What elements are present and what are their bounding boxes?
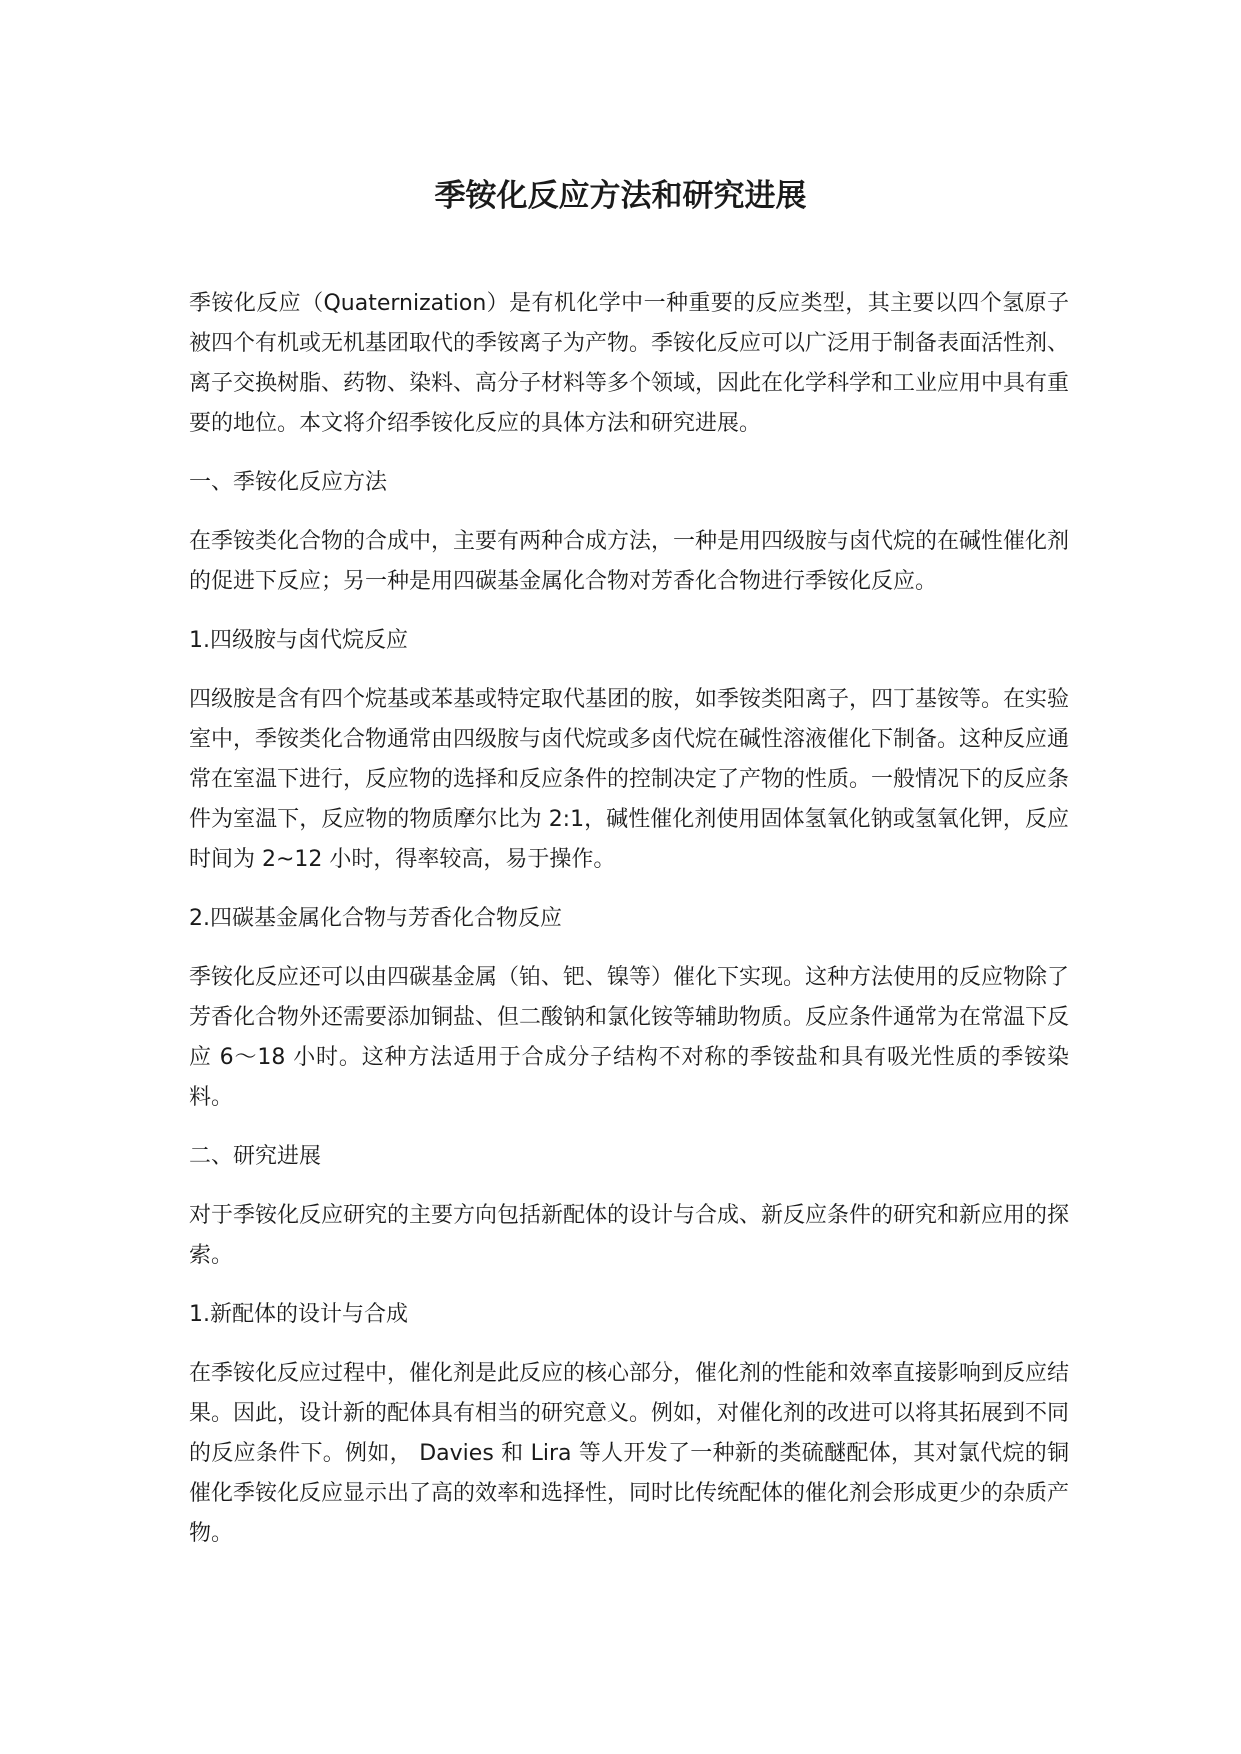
progress-paragraph: 对于季铵化反应研究的主要方向包括新配体的设计与合成、新反应条件的研究和新应用的探索。 [189, 1203, 1070, 1268]
subsection-heading-amine-haloalkane: 1.四级胺与卤代烷反应 [189, 628, 408, 653]
intro-paragraph: 季铵化反应（Quaternization）是有机化学中一种重要的反应类型，其主要以四个氢原子被四个有机或无机基团取代的季铵离子为产物。季铵化反应可以广泛用于制备表面活性剂、离子交换树脂、药物、染料、高分子材料等多个领域，因此在化学科学和工业应用中具有重要的地位。本文将介绍季铵化反应的具体方法和研究进展。 [189, 291, 1070, 436]
amine-haloalkane-paragraph: 四级胺是含有四个烷基或苯基或特定取代基团的胺，如季铵类阳离子，四丁基铵等。在实验室中，季铵类化合物通常由四级胺与卤代烷或多卤代烷在碱性溶液催化下制备。这种反应通常在室温下进行，反应物的选择和反应条件的控制决定了产物的性质。一般情况下的反应条件为室温下，反应物的物质摩尔比为 2:1，碱性催化剂使用固体氢氧化钠或氢氧化钾，反应时间为 2~12 小时，得率较高，易于操作。 [189, 687, 1070, 872]
metal-aromatic-paragraph: 季铵化反应还可以由四碳基金属（铂、钯、镍等）催化下实现。这种方法使用的反应物除了芳香化合物外还需要添加铜盐、但二酸钠和氯化铵等辅助物质。反应条件通常为在常温下反应 6～18 小时。这种方法适用于合成分子结构不对称的季铵盐和具有吸光性质的季铵染料。 [189, 965, 1070, 1110]
ligand-design-paragraph: 在季铵化反应过程中，催化剂是此反应的核心部分，催化剂的性能和效率直接影响到反应结果。因此，设计新的配体具有相当的研究意义。例如，对催化剂的改进可以将其拓展到不同的反应条件下。例如， Davies 和 Lira 等人开发了一种新的类硫醚配体，其对氯代烷的铜催化季铵化反应显示出了高的效率和选择性，同时比传统配体的催化剂会形成更少的杂质产物。 [189, 1361, 1070, 1546]
section-heading-methods: 一、季铵化反应方法 [189, 470, 388, 495]
page-title: 季铵化反应方法和研究进展 [434, 178, 807, 214]
document-body [189, 284, 1069, 1573]
section-heading-progress: 二、研究进展 [189, 1144, 322, 1169]
subsection-heading-ligand-design: 1.新配体的设计与合成 [189, 1302, 408, 1327]
subsection-heading-metal-aromatic: 2.四碳基金属化合物与芳香化合物反应 [189, 906, 562, 931]
methods-paragraph: 在季铵类化合物的合成中，主要有两种合成方法，一种是用四级胺与卤代烷的在碱性催化剂的促进下反应；另一种是用四碳基金属化合物对芳香化合物进行季铵化反应。 [189, 529, 1070, 594]
